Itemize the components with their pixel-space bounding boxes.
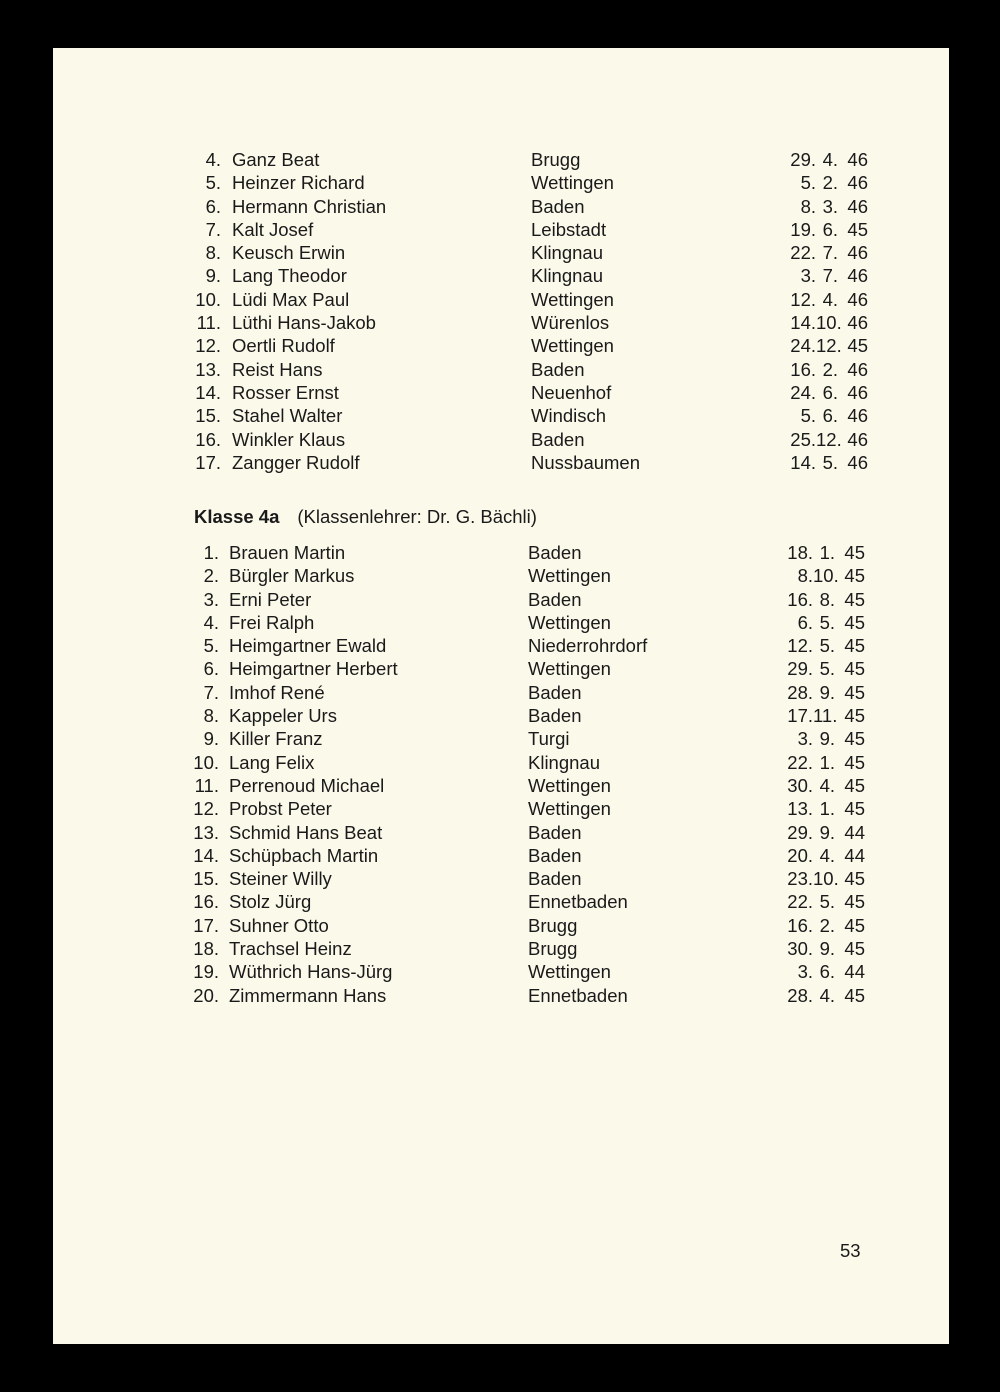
entry-number: 6. <box>205 195 221 217</box>
student-list-klasse-4a <box>53 541 949 1007</box>
entry-number: 10. <box>195 288 221 310</box>
birth-day: 23. <box>787 868 813 890</box>
list-item <box>53 914 949 937</box>
home-town: Brugg <box>531 149 581 170</box>
birth-date <box>782 381 868 404</box>
list-item <box>53 867 949 890</box>
list-item <box>53 821 949 844</box>
class-heading <box>194 505 537 529</box>
home-town: Wettingen <box>531 335 614 357</box>
birth-month: 2. <box>819 914 835 936</box>
student-name: Reist Hans <box>232 358 323 380</box>
home-town: Baden <box>528 542 582 563</box>
entry-number: 9. <box>203 728 219 750</box>
birth-year: 45 <box>844 565 865 587</box>
birth-year: 45 <box>844 798 865 820</box>
student-name: Suhner Otto <box>229 914 329 936</box>
student-name: Schüpbach Martin <box>229 844 379 866</box>
birth-month: 5. <box>819 635 835 657</box>
birth-date <box>779 588 865 611</box>
birth-day: 30. <box>787 774 813 796</box>
list-item <box>53 171 949 194</box>
student-name: Erni Peter <box>229 588 312 610</box>
student-name: Zimmermann Hans <box>229 984 387 1006</box>
student-name: Hermann Christian <box>232 195 387 217</box>
birth-date <box>782 241 868 264</box>
entry-number: 11. <box>196 312 221 334</box>
entry-number: 3. <box>203 588 219 610</box>
birth-year: 45 <box>844 751 865 773</box>
birth-day: 3. <box>797 961 813 983</box>
birth-day: 13. <box>787 798 813 820</box>
home-town: Niederrohrdorf <box>528 635 648 657</box>
student-name: Lüthi Hans-Jakob <box>232 312 376 334</box>
home-town: Baden <box>528 844 582 866</box>
birth-year: 45 <box>844 681 865 703</box>
birth-year: 45 <box>844 868 865 890</box>
birth-year: 45 <box>844 611 865 633</box>
page-number: 53 <box>840 1240 861 1261</box>
birth-year: 45 <box>844 914 865 936</box>
birth-day: 24. <box>790 381 816 403</box>
birth-day: 18. <box>787 542 813 563</box>
entry-number: 19. <box>193 961 219 983</box>
birth-month: 7. <box>822 242 838 264</box>
list-item <box>53 681 949 704</box>
home-town: Wettingen <box>531 288 614 310</box>
list-item <box>53 657 949 680</box>
birth-day: 28. <box>787 681 813 703</box>
birth-date <box>782 171 868 194</box>
entry-number: 18. <box>193 938 219 960</box>
home-town: Wettingen <box>528 611 611 633</box>
home-town: Wettingen <box>528 774 611 796</box>
birth-month: 2. <box>822 172 838 194</box>
student-name: Heimgartner Ewald <box>229 635 387 657</box>
list-item <box>53 611 949 634</box>
entry-number: 16. <box>193 891 219 913</box>
birth-date <box>782 334 868 357</box>
birth-day: 5. <box>800 172 816 194</box>
class-teacher: (Klassenlehrer: Dr. G. Bächli) <box>297 506 537 527</box>
list-item <box>53 334 949 357</box>
birth-day: 19. <box>790 218 816 240</box>
birth-month: 7. <box>822 265 838 287</box>
home-town: Wettingen <box>528 798 611 820</box>
birth-year: 45 <box>844 705 865 727</box>
birth-year: 46 <box>847 381 868 403</box>
home-town: Ennetbaden <box>528 891 628 913</box>
student-name: Schmid Hans Beat <box>229 821 383 843</box>
birth-date <box>779 960 865 983</box>
student-name: Lang Felix <box>229 751 315 773</box>
student-name: Kappeler Urs <box>229 705 337 727</box>
birth-month: 4. <box>822 149 838 170</box>
student-name: Heimgartner Herbert <box>229 658 398 680</box>
birth-year: 46 <box>847 172 868 194</box>
birth-year: 45 <box>844 728 865 750</box>
list-item <box>53 634 949 657</box>
home-town: Brugg <box>528 938 578 960</box>
birth-date <box>779 867 865 890</box>
birth-date <box>779 727 865 750</box>
home-town: Brugg <box>528 914 578 936</box>
student-name: Imhof René <box>229 681 325 703</box>
student-name: Perrenoud Michael <box>229 774 385 796</box>
student-name: Lang Theodor <box>232 265 347 287</box>
entry-number: 12. <box>193 798 219 820</box>
home-town: Windisch <box>531 405 607 427</box>
student-name: Heinzer Richard <box>232 172 365 194</box>
list-item <box>53 541 949 564</box>
home-town: Wettingen <box>528 961 611 983</box>
birth-month: 6. <box>822 405 838 427</box>
birth-day: 12. <box>787 635 813 657</box>
birth-day: 20. <box>787 844 813 866</box>
birth-month: 11. <box>813 705 838 727</box>
birth-month: 1. <box>819 542 835 563</box>
entry-number: 11. <box>194 774 219 796</box>
list-item <box>53 588 949 611</box>
birth-date <box>779 541 865 564</box>
entry-number: 15. <box>195 405 221 427</box>
birth-month: 10. <box>816 312 842 334</box>
entry-number: 17. <box>193 914 219 936</box>
home-town: Baden <box>528 681 582 703</box>
birth-date <box>779 937 865 960</box>
birth-date <box>779 890 865 913</box>
birth-date <box>782 195 868 218</box>
birth-day: 16. <box>787 914 813 936</box>
birth-month: 4. <box>822 288 838 310</box>
birth-month: 3. <box>822 195 838 217</box>
birth-date <box>779 914 865 937</box>
student-name: Lüdi Max Paul <box>232 288 350 310</box>
birth-day: 22. <box>790 242 816 264</box>
entry-number: 5. <box>205 172 221 194</box>
birth-day: 16. <box>787 588 813 610</box>
birth-day: 3. <box>800 265 816 287</box>
birth-year: 46 <box>847 288 868 310</box>
entry-number: 14. <box>193 844 219 866</box>
birth-date <box>782 404 868 427</box>
birth-date <box>779 657 865 680</box>
list-item <box>53 564 949 587</box>
list-item <box>53 704 949 727</box>
entry-number: 4. <box>205 149 221 170</box>
birth-date <box>782 288 868 311</box>
student-name: Probst Peter <box>229 798 332 820</box>
list-item <box>53 241 949 264</box>
entry-number: 1. <box>203 542 219 563</box>
student-name: Wüthrich Hans-Jürg <box>229 961 393 983</box>
birth-date <box>779 611 865 634</box>
birth-month: 10. <box>813 868 839 890</box>
birth-date <box>779 704 865 727</box>
birth-year: 45 <box>844 938 865 960</box>
birth-date <box>782 451 868 474</box>
birth-month: 8. <box>819 588 835 610</box>
entry-number: 5. <box>203 635 219 657</box>
entry-number: 9. <box>205 265 221 287</box>
class-label: Klasse 4a <box>194 506 280 527</box>
birth-year: 44 <box>844 961 865 983</box>
entry-number: 4. <box>203 611 219 633</box>
birth-month: 10. <box>813 565 839 587</box>
entry-number: 6. <box>203 658 219 680</box>
home-town: Klingnau <box>528 751 601 773</box>
birth-day: 25. <box>790 428 816 450</box>
student-name: Killer Franz <box>229 728 323 750</box>
birth-month: 12. <box>816 335 842 357</box>
student-name: Stahel Walter <box>232 405 343 427</box>
home-town: Würenlos <box>531 312 610 334</box>
birth-year: 46 <box>847 312 868 334</box>
list-item <box>53 148 949 171</box>
birth-month: 4. <box>819 774 835 796</box>
student-name: Steiner Willy <box>229 868 332 890</box>
birth-date <box>782 428 868 451</box>
student-name: Rosser Ernst <box>232 381 339 403</box>
student-name: Kalt Josef <box>232 218 314 240</box>
birth-date <box>779 634 865 657</box>
birth-year: 45 <box>844 635 865 657</box>
birth-day: 17. <box>787 705 813 727</box>
home-town: Baden <box>528 705 582 727</box>
birth-year: 46 <box>847 405 868 427</box>
list-item <box>53 428 949 451</box>
birth-month: 2. <box>822 358 838 380</box>
entry-number: 14. <box>195 381 221 403</box>
birth-month: 5. <box>819 611 835 633</box>
birth-day: 22. <box>787 751 813 773</box>
birth-year: 46 <box>847 358 868 380</box>
birth-year: 45 <box>844 891 865 913</box>
birth-year: 46 <box>847 195 868 217</box>
list-item <box>53 381 949 404</box>
student-name: Ganz Beat <box>232 149 320 170</box>
list-item <box>53 404 949 427</box>
birth-date <box>782 148 868 171</box>
home-town: Turgi <box>528 728 570 750</box>
student-name: Bürgler Markus <box>229 565 355 587</box>
birth-year: 44 <box>844 844 865 866</box>
birth-date <box>779 821 865 844</box>
birth-year: 45 <box>847 335 868 357</box>
birth-year: 45 <box>847 218 868 240</box>
home-town: Baden <box>531 195 585 217</box>
student-list-previous-class <box>53 148 949 474</box>
list-item <box>53 937 949 960</box>
birth-day: 22. <box>787 891 813 913</box>
birth-month: 4. <box>819 984 835 1006</box>
birth-date <box>779 844 865 867</box>
student-name: Oertli Rudolf <box>232 335 335 357</box>
student-name: Stolz Jürg <box>229 891 312 913</box>
birth-day: 30. <box>787 938 813 960</box>
birth-year: 45 <box>844 984 865 1006</box>
list-item <box>53 218 949 241</box>
birth-month: 6. <box>822 218 838 240</box>
birth-year: 45 <box>844 588 865 610</box>
birth-day: 14. <box>790 451 816 473</box>
entry-number: 8. <box>205 242 221 264</box>
birth-day: 29. <box>790 149 816 170</box>
birth-date <box>782 311 868 334</box>
birth-day: 6. <box>797 611 813 633</box>
birth-date <box>782 218 868 241</box>
home-town: Wettingen <box>528 565 611 587</box>
home-town: Baden <box>528 868 582 890</box>
entry-number: 10. <box>193 751 219 773</box>
birth-day: 28. <box>787 984 813 1006</box>
student-name: Frei Ralph <box>229 611 315 633</box>
birth-month: 5. <box>822 451 838 473</box>
student-name: Brauen Martin <box>229 542 346 563</box>
home-town: Baden <box>528 588 582 610</box>
birth-month: 9. <box>819 938 835 960</box>
list-item <box>53 264 949 287</box>
birth-year: 45 <box>844 774 865 796</box>
birth-date <box>782 264 868 287</box>
birth-year: 44 <box>844 821 865 843</box>
home-town: Nussbaumen <box>531 451 641 473</box>
birth-month: 1. <box>819 798 835 820</box>
birth-day: 12. <box>790 288 816 310</box>
home-town: Wettingen <box>528 658 611 680</box>
birth-day: 29. <box>787 658 813 680</box>
entry-number: 15. <box>193 868 219 890</box>
birth-date <box>779 774 865 797</box>
birth-month: 5. <box>819 658 835 680</box>
list-item <box>53 751 949 774</box>
entry-number: 17. <box>195 451 221 473</box>
birth-year: 45 <box>844 542 865 563</box>
student-name: Winkler Klaus <box>232 428 346 450</box>
birth-date <box>779 564 865 587</box>
list-item <box>53 890 949 913</box>
birth-month: 9. <box>819 681 835 703</box>
student-name: Keusch Erwin <box>232 242 346 264</box>
home-town: Ennetbaden <box>528 984 628 1006</box>
birth-date <box>779 751 865 774</box>
birth-date <box>779 797 865 820</box>
entry-number: 7. <box>203 681 219 703</box>
list-item <box>53 797 949 820</box>
birth-year: 45 <box>844 658 865 680</box>
birth-day: 8. <box>797 565 813 587</box>
entry-number: 20. <box>193 984 219 1006</box>
birth-day: 24. <box>790 335 816 357</box>
list-item <box>53 311 949 334</box>
birth-month: 4. <box>819 844 835 866</box>
birth-month: 1. <box>819 751 835 773</box>
birth-month: 6. <box>822 381 838 403</box>
birth-year: 46 <box>847 265 868 287</box>
birth-date <box>779 984 865 1007</box>
student-name: Trachsel Heinz <box>229 938 352 960</box>
birth-date <box>779 681 865 704</box>
entry-number: 12. <box>195 335 221 357</box>
birth-month: 9. <box>819 821 835 843</box>
birth-day: 16. <box>790 358 816 380</box>
birth-day: 29. <box>787 821 813 843</box>
birth-month: 5. <box>819 891 835 913</box>
entry-number: 7. <box>205 218 221 240</box>
birth-month: 9. <box>819 728 835 750</box>
list-item <box>53 774 949 797</box>
birth-day: 5. <box>800 405 816 427</box>
home-town: Baden <box>531 358 585 380</box>
entry-number: 13. <box>195 358 221 380</box>
birth-month: 6. <box>819 961 835 983</box>
home-town: Wettingen <box>531 172 614 194</box>
list-item <box>53 195 949 218</box>
home-town: Klingnau <box>531 242 604 264</box>
home-town: Baden <box>528 821 582 843</box>
entry-number: 2. <box>203 565 219 587</box>
home-town: Klingnau <box>531 265 604 287</box>
birth-year: 46 <box>847 451 868 473</box>
birth-day: 14. <box>790 312 816 334</box>
birth-month: 12. <box>816 428 842 450</box>
list-item <box>53 288 949 311</box>
birth-year: 46 <box>847 242 868 264</box>
list-item <box>53 451 949 474</box>
entry-number: 16. <box>195 428 221 450</box>
birth-day: 8. <box>800 195 816 217</box>
list-item <box>53 960 949 983</box>
home-town: Neuenhof <box>531 381 612 403</box>
birth-year: 46 <box>847 149 868 170</box>
birth-year: 46 <box>847 428 868 450</box>
list-item <box>53 844 949 867</box>
birth-day: 3. <box>797 728 813 750</box>
birth-date <box>782 358 868 381</box>
list-item <box>53 984 949 1007</box>
document-page <box>53 48 949 1344</box>
home-town: Baden <box>531 428 585 450</box>
student-name: Zangger Rudolf <box>232 451 360 473</box>
home-town: Leibstadt <box>531 218 607 240</box>
list-item <box>53 727 949 750</box>
entry-number: 8. <box>203 705 219 727</box>
list-item <box>53 358 949 381</box>
entry-number: 13. <box>193 821 219 843</box>
